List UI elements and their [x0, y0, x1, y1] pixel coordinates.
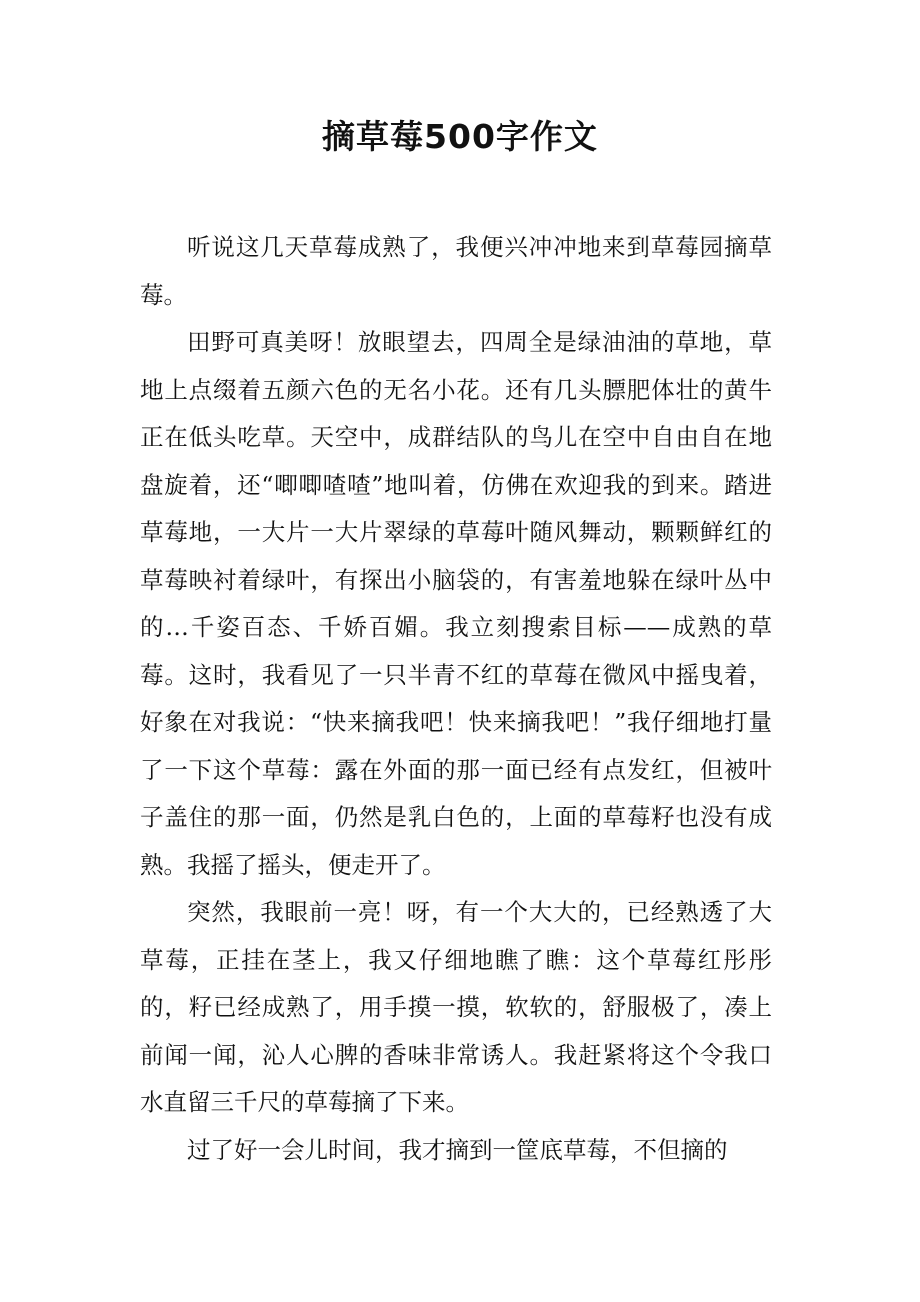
paragraph-3: 突然，我眼前一亮！呀，有一个大大的，已经熟透了大草莓，正挂在茎上，我又仔细地瞧了瞧：这个草莓红彤彤的，籽已经成熟了，用手摸一摸，软软的，舒服极了，凑上前闻一闻，沁人心脾的香味非常诱人。我赶紧将这个令我口水直留三千尺的草莓摘了下来。 — [140, 898, 772, 1116]
paragraph-2: 田野可真美呀！放眼望去，四周全是绿油油的草地，草地上点缀着五颜六色的无名小花。还有几头膘肥体壮的黄牛正在低头吃草。天空中，成群结队的鸟儿在空中自由自在地盘旋着，还“唧唧喳喳”地叫着，仿佛在欢迎我的到来。踏进草莓地，一大片一大片翠绿的草莓叶随风舞动，颗颗鲜红的草莓映衬着绿叶，有探出小脑袋的，有害羞地躲在绿叶丛中的…千姿百态、千娇百媚。我立刻搜索目标——成熟的草莓。这时，我看见了一只半青不红的草莓在微风中摇曳着，好象在对我说：“快来摘我吧！快来摘我吧！”我仔细地打量了一下这个草莓：露在外面的那一面已经有点发红，但被叶子盖住的那一面，仍然是乳白色的，上面的草莓籽也没有成熟。我摇了摇头，便走开了。 — [140, 328, 772, 879]
page-title: 摘草莓500字作文 — [322, 117, 598, 156]
essay-body — [140, 224, 772, 1174]
paragraph-4: 过了好一会儿时间，我才摘到一筐底草莓，不但摘的 — [187, 1135, 728, 1164]
paragraph-1: 听说这几天草莓成熟了，我便兴冲冲地来到草莓园摘草莓。 — [140, 233, 772, 309]
